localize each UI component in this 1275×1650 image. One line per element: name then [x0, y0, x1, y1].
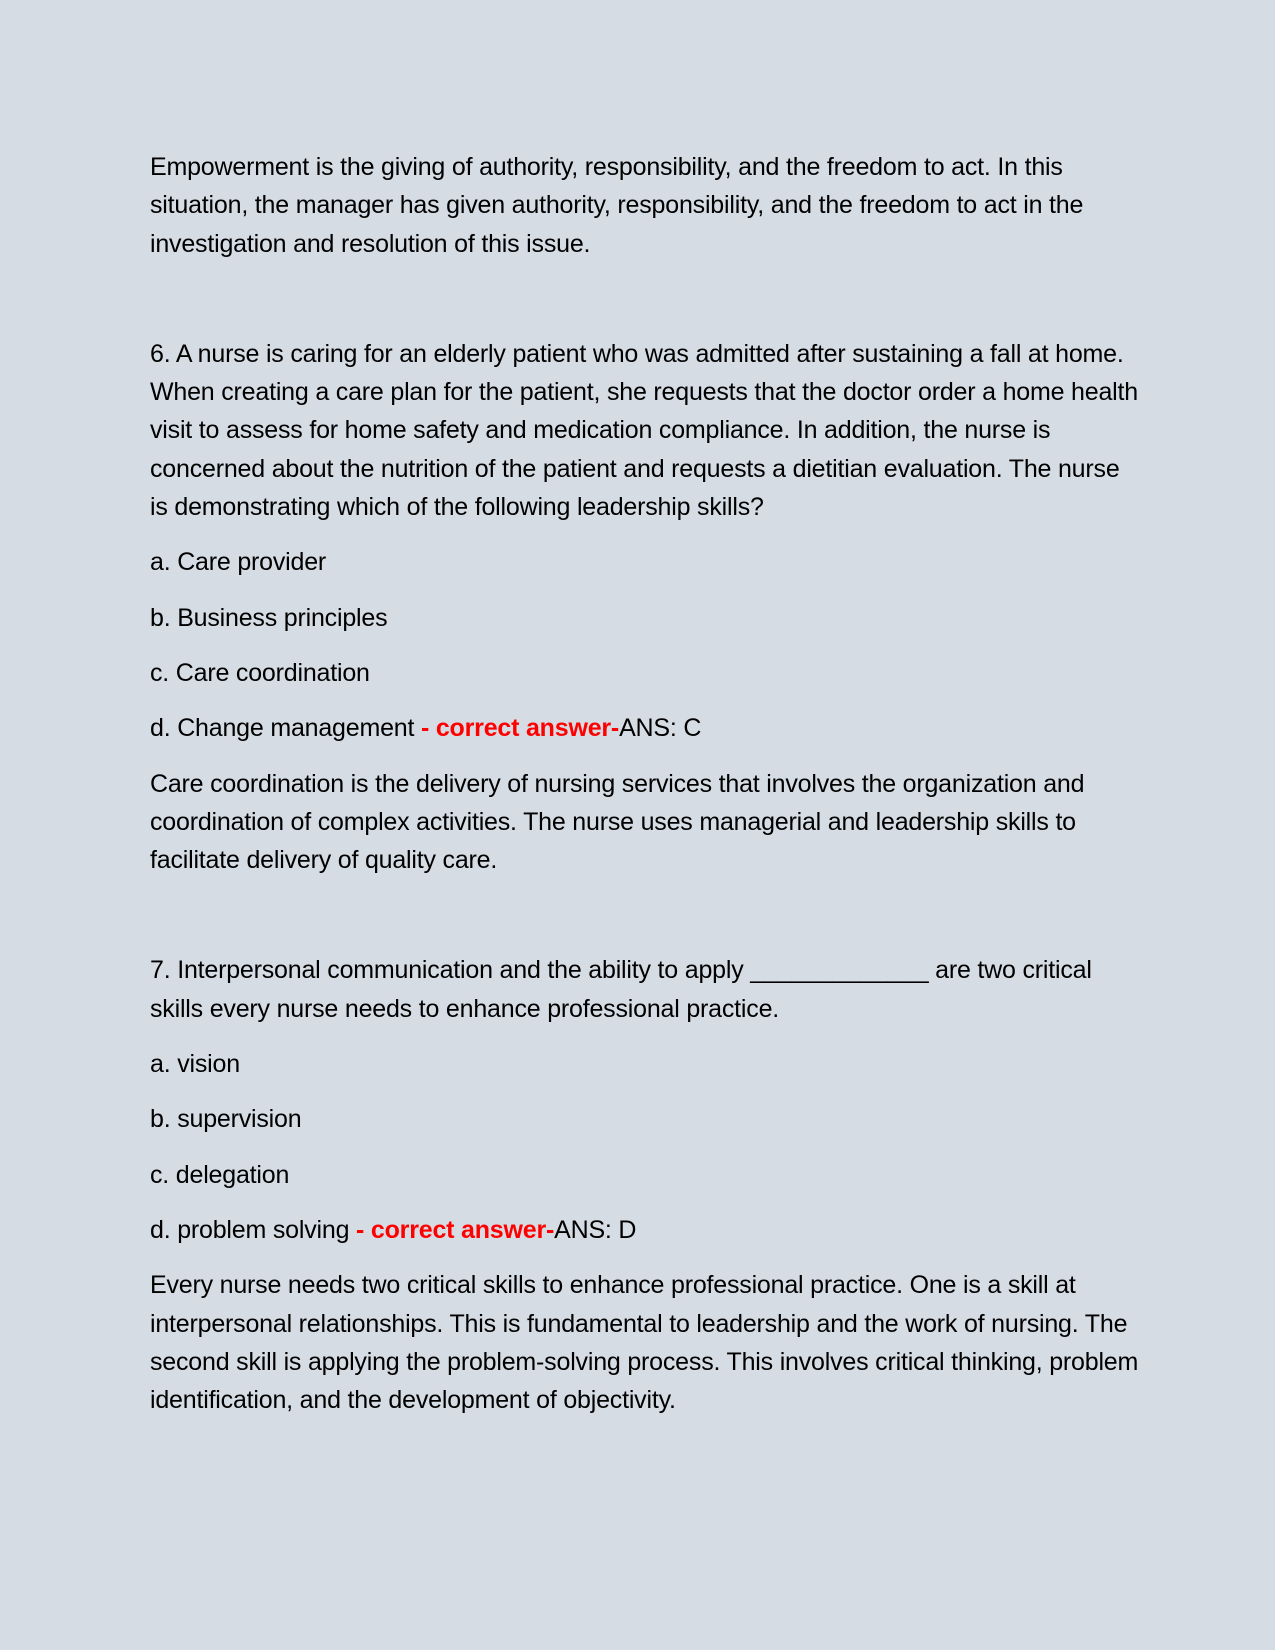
question-7-option-d: d. problem solving: [150, 1215, 357, 1244]
question-7-option-d-line: [150, 1211, 1140, 1249]
question-6-answer: ANS: C: [619, 714, 702, 743]
question-6-explanation: Care coordination is the delivery of nursing services that involves the organization and coordination of complex activities. The nurse uses managerial and leadership skills to facilitate delivery of quality care.: [150, 769, 1085, 875]
question-7-answer: ANS: D: [554, 1215, 637, 1244]
question-6-stem: 6. A nurse is caring for an elderly patient who was admitted after sustaining a fall at home. When creating a care plan for the patient, she requests that the doctor order a home health visit to assess for home safety and medication compliance. In addition, the nurse is concerned about the nutrition of the patient and requests a dietitian evaluation. The nurse is demonstrating which of the following leadership skills?: [150, 339, 1138, 522]
question-7-option-b: b. supervision: [150, 1105, 302, 1134]
question-7-explanation: Every nurse needs two critical skills to enhance professional practice. One is a skill at interpersonal relationships. This is fundamental to leadership and the work of nursing. The second skill is applying the problem-solving process. This involves critical thinking, problem identification, and the development of objectivity.: [150, 1271, 1139, 1415]
document-body: [150, 148, 1140, 1419]
question-7-option-c: c. delegation: [150, 1160, 290, 1189]
question-6-option-c: c. Care coordination: [150, 658, 370, 687]
question-6-option-b: b. Business principles: [150, 603, 388, 632]
intro-paragraph: Empowerment is the giving of authority, responsibility, and the freedom to act. In this situation, the manager has given authority, responsibility, and the freedom to act in the investigation and resolution of this issue.: [150, 153, 1084, 258]
question-6-option-d: d. Change management: [150, 714, 421, 743]
question-6-option-d-line: [150, 709, 1140, 747]
question-7-option-a: a. vision: [150, 1050, 240, 1079]
correct-answer-marker: - correct answer-: [356, 1215, 555, 1244]
correct-answer-marker: - correct answer-: [420, 714, 620, 743]
question-6-option-a: a. Care provider: [150, 548, 327, 577]
question-7-stem: 7. Interpersonal communication and the ability to apply _____________ are two critical skills every nurse needs to enhance professional practice.: [150, 956, 1092, 1023]
question-7: [150, 951, 1140, 1419]
question-6: [150, 335, 1140, 880]
